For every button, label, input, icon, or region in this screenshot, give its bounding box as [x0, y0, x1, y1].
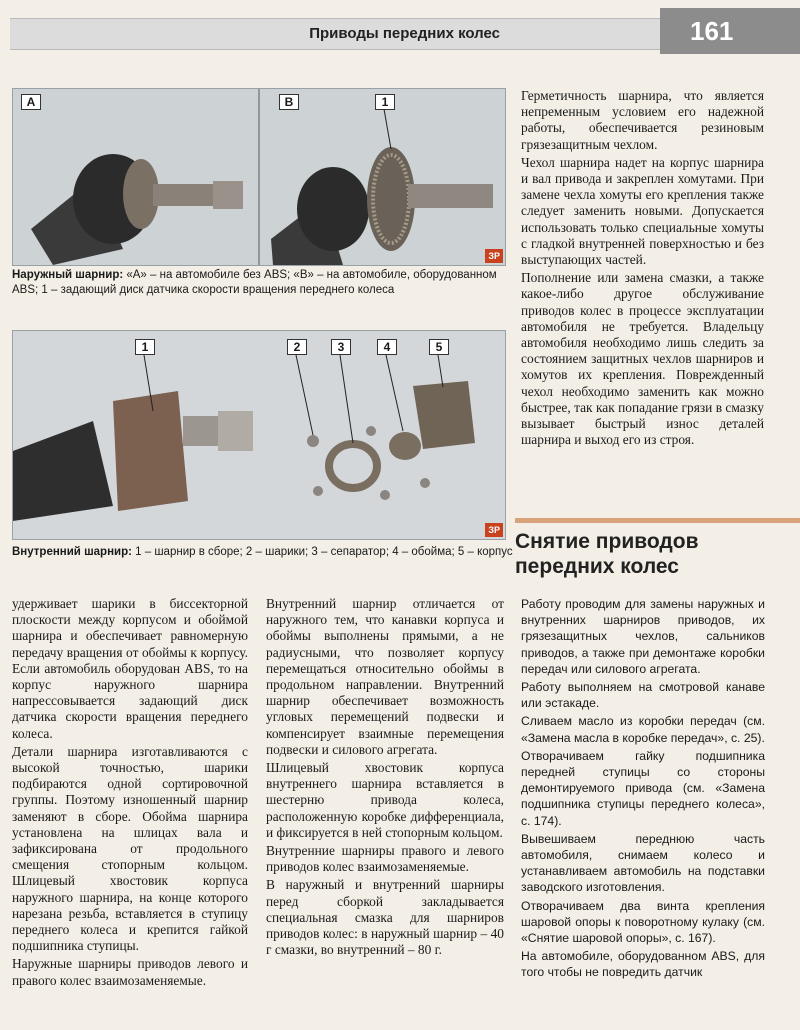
paragraph: В наружный и внутренний шарниры перед сборкой закладывается специальная смазка для шарниров приводов колес: в наружный шарнир – 40 г смазки, во внутренний – 80 г.: [266, 877, 504, 958]
header-bar: [10, 18, 660, 50]
callout-5: 5: [429, 339, 449, 355]
callout-3: 3: [331, 339, 351, 355]
figure-outer-joint-caption: [12, 268, 502, 298]
paragraph: Чехол шарнира надет на корпус шарнира и вал привода и закреплен хомутами. При замене чехла хомуты его крепления также следует заменить новыми. Допускается использовать только специальные хомуты с гладкой внутренней поверхностью и без выступающих частей.: [521, 154, 764, 268]
paragraph: Вывешиваем переднюю часть автомобиля, снимаем колесо и устанавливаем автомобиль на подставки заводского изготовления.: [521, 831, 765, 895]
caption-lead: Внутренний шарнир:: [12, 546, 132, 558]
caption-lead: Наружный шарнир:: [12, 269, 124, 281]
paragraph: Отворачиваем гайку подшипника передней ступицы со стороны демонтируемого привода (см. «Замена подшипника ступицы переднего колеса», с. 174).: [521, 748, 765, 828]
page-number: 161: [660, 8, 800, 54]
figure-outer-joint: [12, 88, 506, 266]
figure-inner-joint-caption: [12, 545, 513, 560]
text-column-left: [12, 596, 248, 991]
publisher-badge: ЗР: [485, 249, 503, 263]
publisher-badge: ЗР: [485, 523, 503, 537]
paragraph: Внутренний шарнир отличается от наружного тем, что канавки корпуса и обоймы выполнены прямыми, а не радиусными, что позволяет корпусу перемещаться относительно обоймы в продольном направлении. Внутренний шарнир обеспечивает возможность угловых перемещений подвески и компенсирует взаимные перемещения подвески и силового агрегата.: [266, 596, 504, 757]
text-column-right-bottom: [521, 596, 765, 983]
callout-2: 2: [287, 339, 307, 355]
paragraph: Пополнение или замена смазки, а также какое-либо другое обслуживание приводов колес в процессе эксплуатации автомобиля не требуется. Владельцу автомобиля необходимо лишь следить за состоянием защитных чехлов шарниров и хомутов их крепления. Поврежденный чехол необходимо заменить как можно быстрее, так как попадание грязи в смазку вызывает быстрый износ деталей шарнира и выход его из строя.: [521, 270, 764, 448]
figure-inner-joint: [12, 330, 506, 540]
callout-1: 1: [135, 339, 155, 355]
section-heading: Снятие приводов передних колес: [515, 518, 800, 579]
figure-label-a: А: [21, 94, 41, 110]
paragraph: Работу проводим для замены наружных и внутренних шарниров приводов, их грязезащитных чехлов, сальников приводов, а также при демонтаже коробки передач или силового агрегата.: [521, 597, 765, 676]
caption-text: 1 – шарнир в сборе; 2 – шарики; 3 – сепаратор; 4 – обойма; 5 – корпус: [131, 546, 513, 558]
callout-4: 4: [377, 339, 397, 355]
paragraph: Шлицевый хвостовик корпуса внутреннего шарнира вставляется в шестерню привода колеса, расположенную коробке дифференциала, и фиксируется в ней стопорным кольцом.: [266, 760, 504, 840]
text-column-middle: [266, 596, 504, 960]
figure-label-b: В: [279, 94, 299, 110]
paragraph: Отворачиваем два винта крепления шаровой опоры к поворотному кулаку (см. «Снятие шаровой опоры», с. 167).: [521, 898, 765, 946]
paragraph: Детали шарнира изготавливаются с высокой точностью, шарики подбираются одной сортировочной группы. Поэтому изношенный шарнир заменяют в сборе. Обойма шарнира установлена на шлицах вала и зафиксирована от продольного смещения стопорным кольцом. Шлицевый хвостовик корпуса наружного шарнира, на конце которого нарезана резьба, вставляется в ступицу переднего колеса и крепится гайкой подшипника ступицы.: [12, 743, 248, 954]
paragraph: Герметичность шарнира, что является непременным условием его надежной работы, обеспечивается резиновым грязезащитным чехлом.: [521, 88, 764, 152]
callout-lines: [13, 89, 505, 265]
paragraph: удерживает шарики в биссекторной плоскости между корпусом и обоймой шарнира и обеспечивает равномерную передачу вращения от обоймы к корпусу. Если автомобиль оборудован ABS, то на корпус наружного шарнира напрессовывается задающий диск датчика скорости вращения переднего колеса.: [12, 596, 248, 741]
paragraph: На автомобиле, оборудованном ABS, для того чтобы не повредить датчик: [521, 949, 765, 980]
running-section-title: Приводы передних колес: [309, 25, 500, 42]
callout-1: 1: [375, 94, 395, 110]
paragraph: Работу выполняем на смотровой канаве или эстакаде.: [521, 680, 765, 711]
callout-lines: [13, 331, 505, 539]
paragraph: Внутренние шарниры правого и левого приводов колес взаимозаменяемые.: [266, 843, 504, 875]
text-column-right-top: [521, 88, 764, 450]
paragraph: Наружные шарниры приводов левого и правого колес взаимозаменяемые.: [12, 956, 248, 988]
paragraph: Сливаем масло из коробки передач (см. «Замена масла в коробке передач», с. 25).: [521, 714, 765, 745]
caption-text: «А» – на автомобиле без ABS; «В» – на автомобиле, оборудованном ABS; 1 – задающий диск датчика скорости вращения переднего колеса: [12, 269, 497, 296]
